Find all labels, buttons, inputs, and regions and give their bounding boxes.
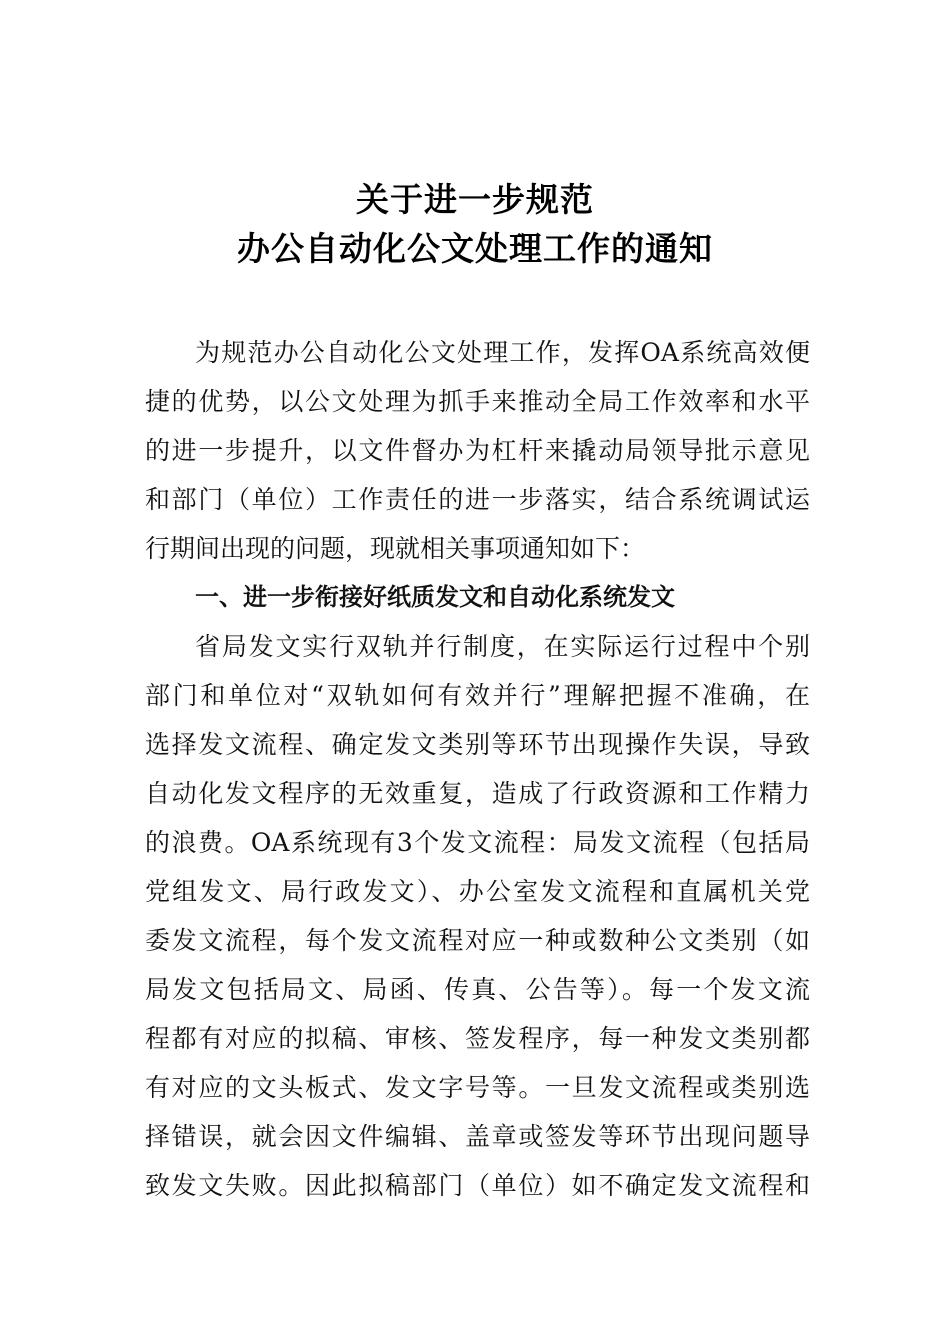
intro-line: 的进一步提升，以文件督办为杠杆来撬动局领导批示意见 xyxy=(145,436,810,465)
section-1-line: 程都有对应的拟稿、审核、签发程序，每一种发文类别都 xyxy=(145,1024,810,1053)
document-title-line-1: 关于进一步规范 xyxy=(356,180,594,219)
document-body xyxy=(145,328,810,1210)
intro-line: 为规范办公自动化公文处理工作，发挥OA系统高效便 xyxy=(195,338,810,367)
section-1-line: 党组发文、局行政发文）、办公室发文流程和直属机关党 xyxy=(145,877,810,906)
section-1-line: 部门和单位对“双轨如何有效并行”理解把握不准确，在 xyxy=(145,681,810,710)
section-1-line: 局发文包括局文、局函、传真、公告等）。每一个发文流 xyxy=(145,975,810,1004)
intro-line: 行期间出现的问题，现就相关事项通知如下： xyxy=(145,534,646,563)
section-1-line: 致发文失败。因此拟稿部门（单位）如不确定发文流程和 xyxy=(145,1171,810,1200)
section-1-line: 选择发文流程、确定发文类别等环节出现操作失误，导致 xyxy=(145,730,810,759)
section-1-line: 委发文流程，每个发文流程对应一种或数种公文类别（如 xyxy=(145,926,810,955)
section-1-line: 自动化发文程序的无效重复，造成了行政资源和工作精力 xyxy=(145,779,810,808)
document-title-line-2: 办公自动化公文处理工作的通知 xyxy=(237,229,713,268)
section-1-line: 省局发文实行双轨并行制度，在实际运行过程中个别 xyxy=(195,632,810,661)
intro-line: 捷的优势，以公文处理为抓手来推动全局工作效率和水平 xyxy=(145,387,810,416)
section-1-line: 有对应的文头板式、发文字号等。一旦发文流程或类别选 xyxy=(145,1073,810,1102)
section-1-heading: 一、进一步衔接好纸质发文和自动化系统发文 xyxy=(195,583,675,611)
section-1-line: 择错误，就会因文件编辑、盖章或签发等环节出现问题导 xyxy=(145,1122,810,1151)
intro-line: 和部门（单位）工作责任的进一步落实，结合系统调试运 xyxy=(145,485,810,514)
section-1-line: 的浪费。OA系统现有3个发文流程：局发文流程（包括局 xyxy=(145,828,810,857)
